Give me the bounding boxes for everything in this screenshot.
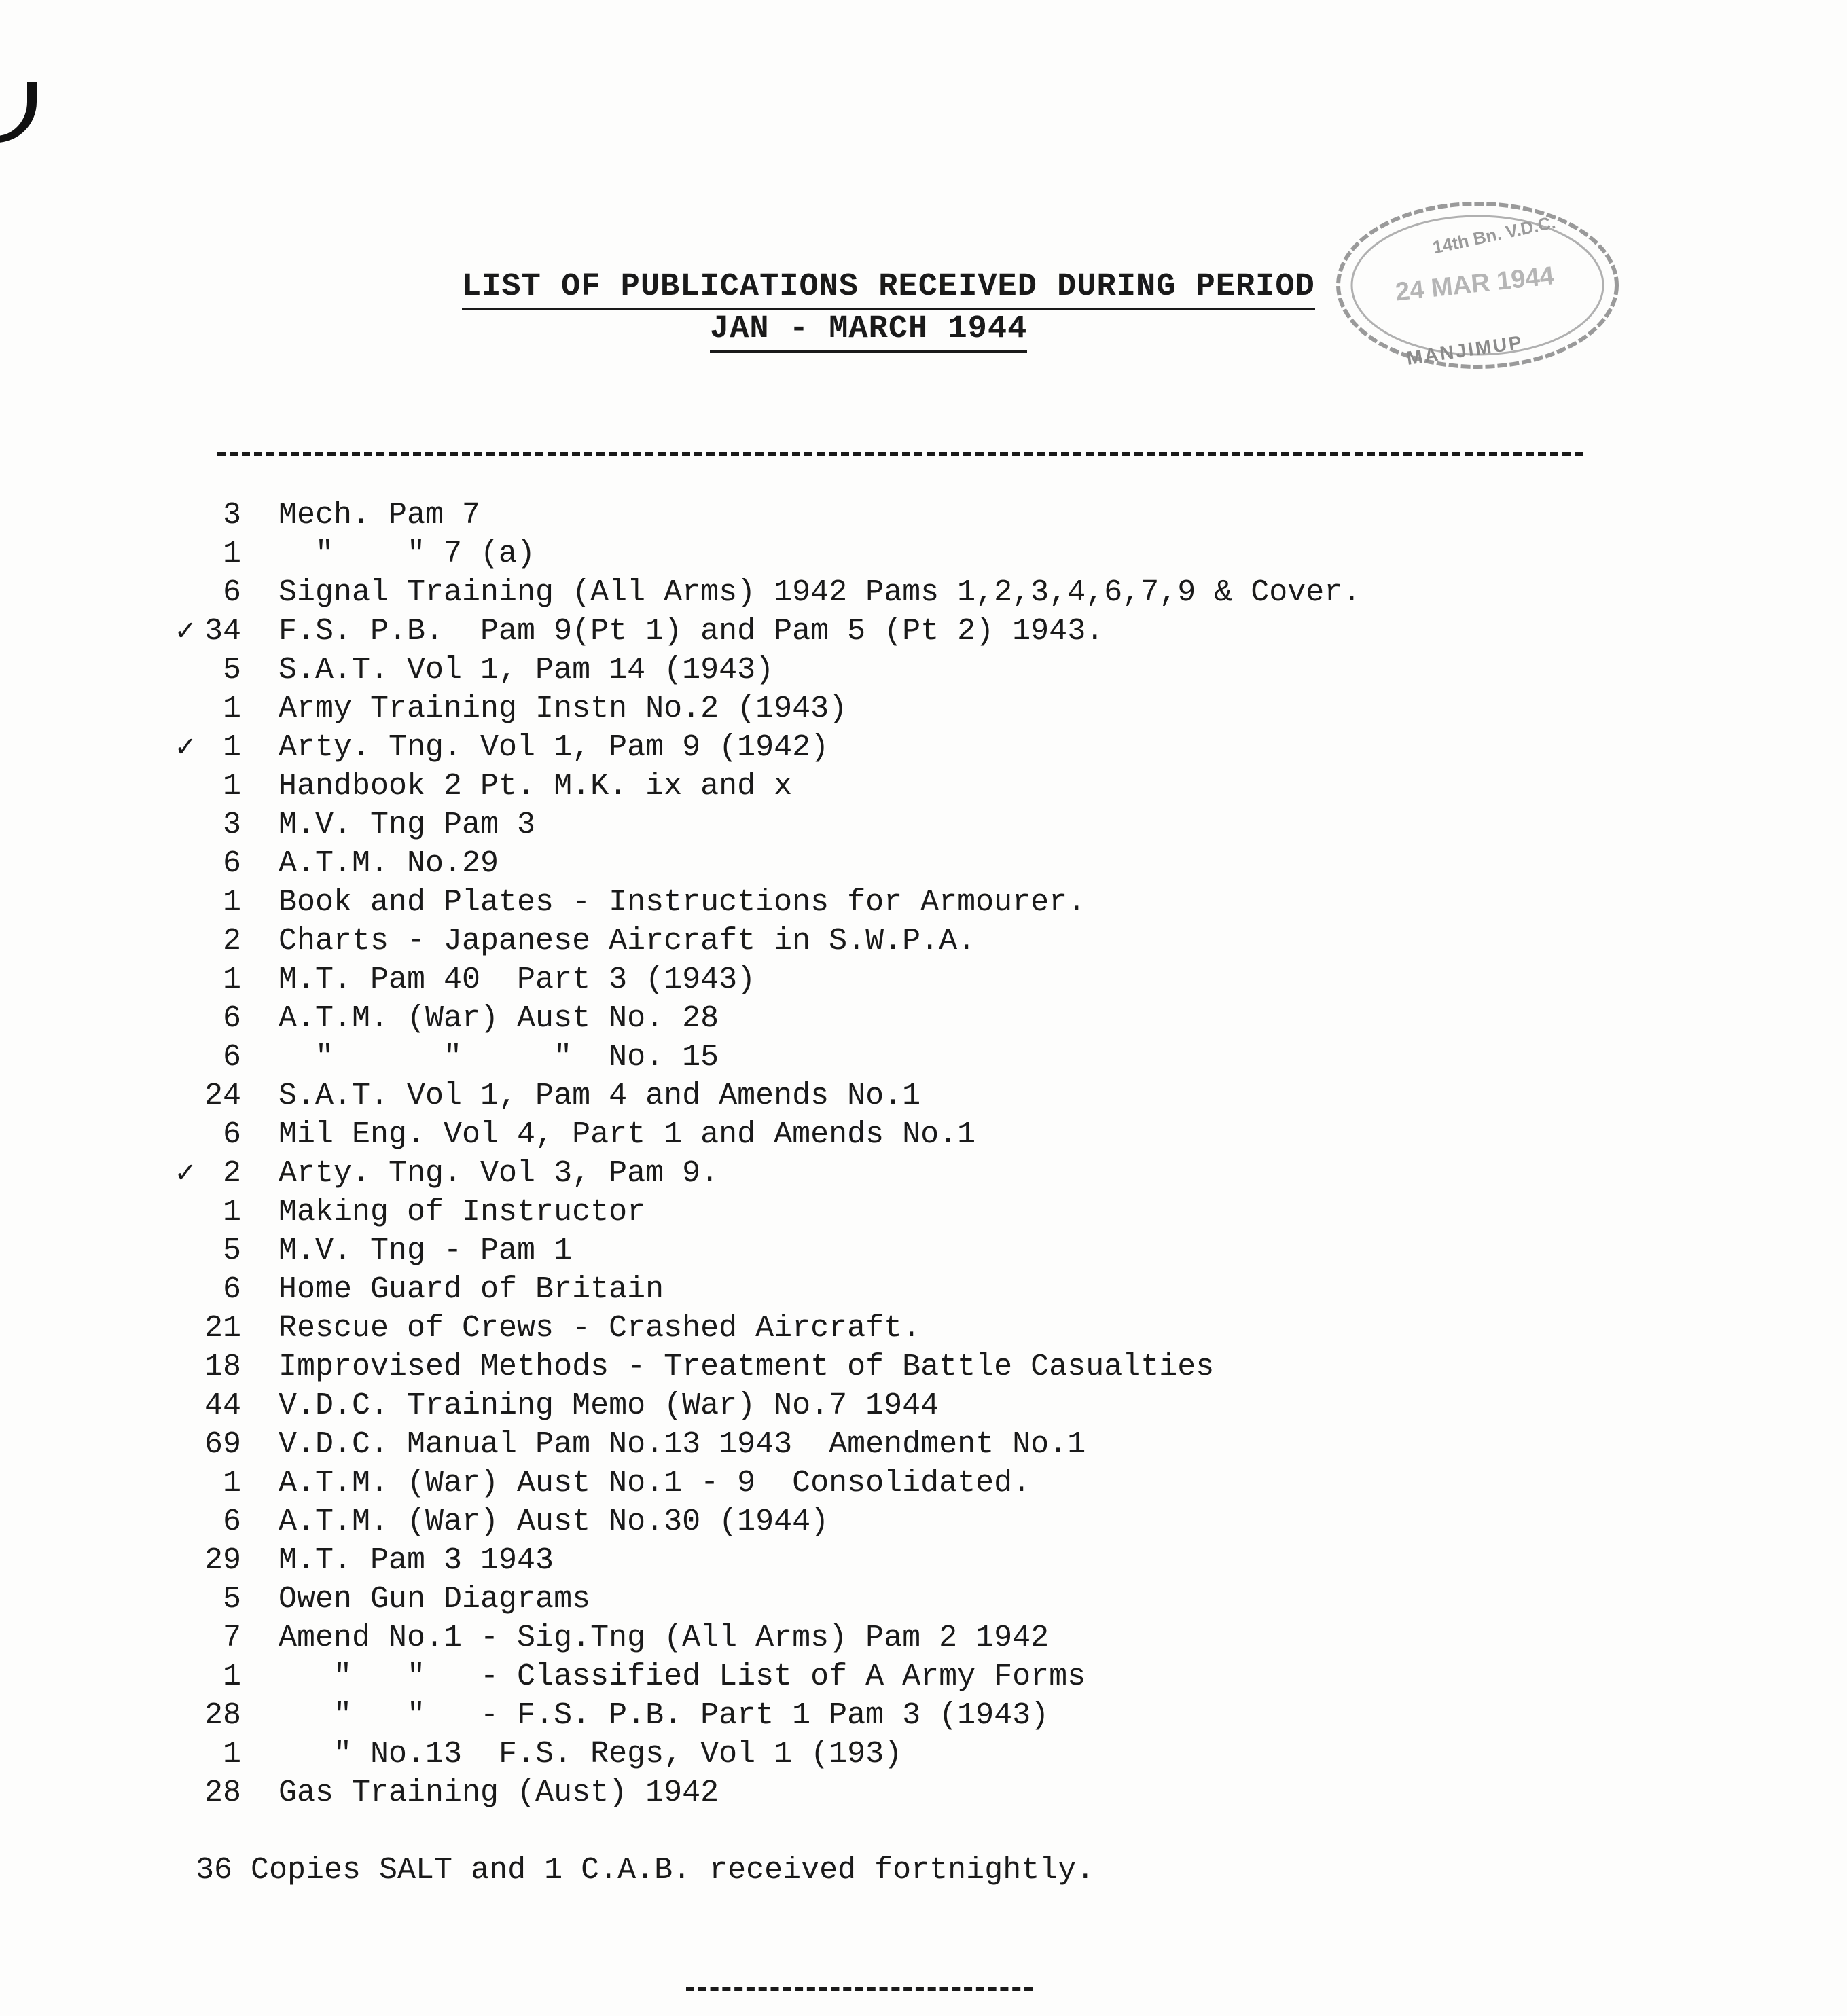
list-item [163,689,1725,728]
item-quantity: 34 [204,614,241,649]
list-item [163,999,1725,1038]
footer-note: 36 Copies SALT and 1 C.A.B. received fortnightly. [196,1853,1095,1888]
list-item [163,1580,1725,1619]
list-item [163,1077,1725,1115]
item-description: Mech. Pam 7 [279,498,481,533]
item-description: S.A.T. Vol 1, Pam 4 and Amends No.1 [279,1079,921,1113]
list-item [163,496,1725,535]
item-description: Book and Plates - Instructions for Armourer. [279,885,1086,920]
list-item [163,573,1725,612]
item-description: " " " No. 15 [279,1040,719,1075]
item-description: A.T.M. (War) Aust No.30 (1944) [279,1505,829,1539]
list-item [163,1115,1725,1154]
item-quantity: 1 [222,1195,241,1229]
list-item [163,1193,1725,1231]
item-quantity: 7 [222,1621,241,1655]
item-quantity: 1 [222,885,241,920]
item-quantity: 18 [204,1350,241,1384]
item-quantity: 6 [222,1505,241,1539]
check-mark: ✓ [174,732,197,763]
item-description: " No.13 F.S. Regs, Vol 1 (193) [279,1737,903,1771]
list-item [163,1154,1725,1193]
list-item [163,1231,1725,1270]
stamp-bottom-text: MANJIMUP [1405,331,1525,369]
title-line-1: LIST OF PUBLICATIONS RECEIVED DURING PERIOD [462,268,1315,310]
item-quantity: 5 [222,1582,241,1617]
item-description: A.T.M. No.29 [279,846,499,881]
item-description: Rescue of Crews - Crashed Aircraft. [279,1311,921,1346]
list-item [163,1425,1725,1464]
footer-divider [686,1987,1033,1991]
stamp-date-text: 24 MAR 1944 [1394,262,1556,307]
item-description: Handbook 2 Pt. M.K. ix and x [279,769,793,804]
item-description: M.V. Tng Pam 3 [279,808,536,842]
item-description: Arty. Tng. Vol 3, Pam 9. [279,1156,719,1191]
list-item [163,1270,1725,1309]
corner-mark [0,82,37,143]
check-mark: ✓ [174,1157,197,1189]
item-description: V.D.C. Manual Pam No.13 1943 Amendment No.1 [279,1427,1086,1462]
document-title [462,268,1345,353]
item-quantity: 21 [204,1311,241,1346]
item-quantity: 3 [222,808,241,842]
item-quantity: 3 [222,498,241,533]
list-item [163,1386,1725,1425]
item-description: Making of Instructor [279,1195,646,1229]
item-quantity: 6 [222,1117,241,1152]
item-description: Improvised Methods - Treatment of Battle Casualties [279,1350,1215,1384]
item-quantity: 5 [222,653,241,687]
list-item [163,1309,1725,1348]
item-description: M.T. Pam 40 Part 3 (1943) [279,962,756,997]
item-quantity: 1 [222,1737,241,1771]
list-item [163,883,1725,922]
item-quantity: 1 [222,769,241,804]
item-quantity: 6 [222,846,241,881]
item-description: A.T.M. (War) Aust No.1 - 9 Consolidated. [279,1466,1031,1500]
list-item [163,844,1725,883]
list-item [163,1502,1725,1541]
header-divider [217,452,1583,456]
item-quantity: 6 [222,575,241,610]
list-item [163,1541,1725,1580]
item-quantity: 1 [222,691,241,726]
list-item [163,1348,1725,1386]
item-quantity: 6 [222,1001,241,1036]
item-description: Home Guard of Britain [279,1272,664,1307]
item-quantity: 24 [204,1079,241,1113]
item-description: F.S. P.B. Pam 9(Pt 1) and Pam 5 (Pt 2) 1943. [279,614,1105,649]
item-description: Army Training Instn No.2 (1943) [279,691,848,726]
item-description: Signal Training (All Arms) 1942 Pams 1,2,3,4,6,7,9 & Cover. [279,575,1361,610]
item-quantity: 1 [222,730,241,765]
item-description: Mil Eng. Vol 4, Part 1 and Amends No.1 [279,1117,976,1152]
item-description: Owen Gun Diagrams [279,1582,591,1617]
list-item [163,922,1725,960]
item-description: " " 7 (a) [279,537,536,571]
list-item [163,1657,1725,1696]
item-quantity: 44 [204,1388,241,1423]
item-description: " " - Classified List of A Army Forms [279,1659,1086,1694]
list-item [163,1735,1725,1774]
item-quantity: 6 [222,1040,241,1075]
item-quantity: 1 [222,1466,241,1500]
item-quantity: 5 [222,1234,241,1268]
list-item [163,1774,1725,1812]
item-quantity: 28 [204,1698,241,1733]
check-mark: ✓ [174,615,197,647]
item-description: V.D.C. Training Memo (War) No.7 1944 [279,1388,939,1423]
item-quantity: 29 [204,1543,241,1578]
item-quantity: 6 [222,1272,241,1307]
item-description: " " - F.S. P.B. Part 1 Pam 3 (1943) [279,1698,1050,1733]
item-description: A.T.M. (War) Aust No. 28 [279,1001,719,1036]
list-item [163,1038,1725,1077]
item-description: M.V. Tng - Pam 1 [279,1234,573,1268]
item-quantity: 1 [222,962,241,997]
title-line-2: JAN - MARCH 1944 [710,310,1027,353]
list-item [163,767,1725,806]
item-quantity: 69 [204,1427,241,1462]
list-item [163,1696,1725,1735]
item-description: Charts - Japanese Aircraft in S.W.P.A. [279,924,976,958]
item-quantity: 28 [204,1776,241,1810]
list-item [163,806,1725,844]
list-item [163,728,1725,767]
item-description: Arty. Tng. Vol 1, Pam 9 (1942) [279,730,829,765]
list-item [163,651,1725,689]
publications-list [163,496,1725,1812]
item-description: Amend No.1 - Sig.Tng (All Arms) Pam 2 1942 [279,1621,1050,1655]
item-quantity: 2 [222,1156,241,1191]
item-quantity: 2 [222,924,241,958]
stamp-top-text: 14th Bn. V.D.C. [1431,211,1558,258]
list-item [163,535,1725,573]
item-quantity: 1 [222,537,241,571]
item-description: S.A.T. Vol 1, Pam 14 (1943) [279,653,774,687]
item-quantity: 1 [222,1659,241,1694]
item-description: M.T. Pam 3 1943 [279,1543,554,1578]
list-item [163,612,1725,651]
item-description: Gas Training (Aust) 1942 [279,1776,719,1810]
list-item [163,960,1725,999]
list-item [163,1619,1725,1657]
list-item [163,1464,1725,1502]
